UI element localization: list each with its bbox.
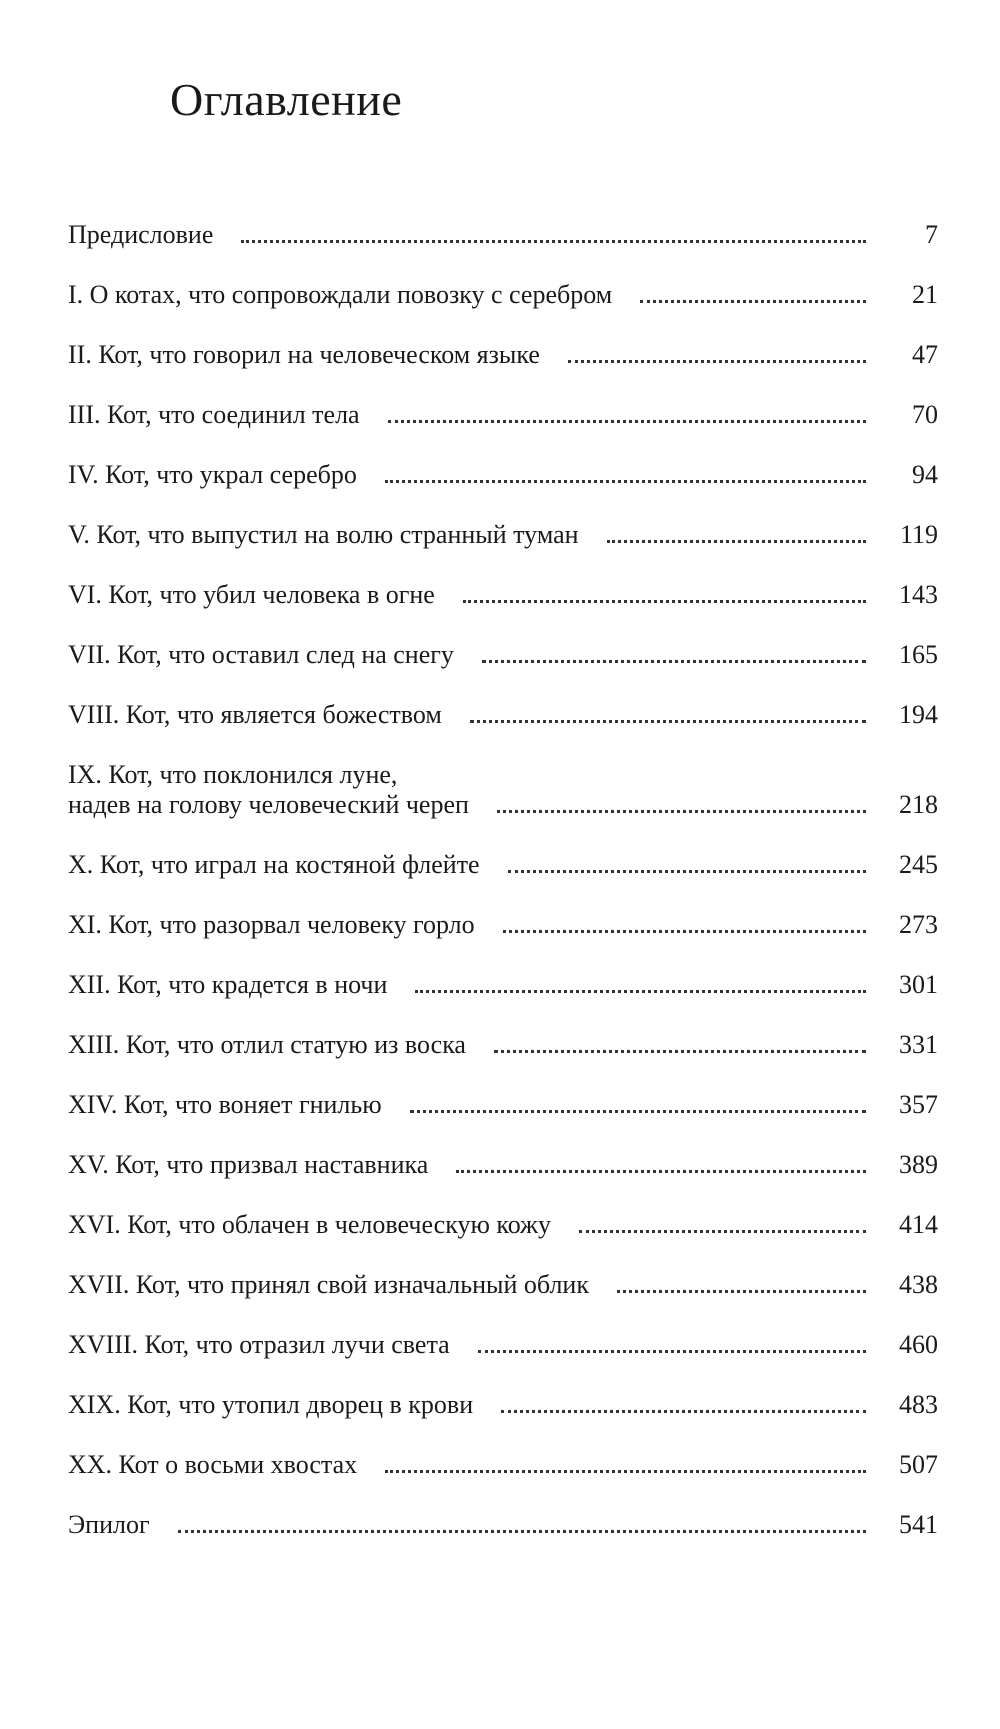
toc-entry-title: [68, 340, 540, 370]
dot-leader: [568, 340, 866, 370]
toc-entry-title: [68, 580, 435, 610]
page-number: 414: [899, 1210, 938, 1239]
toc-entry-title: [68, 1450, 357, 1480]
page-number: 119: [899, 520, 938, 549]
page-number: 541: [899, 1510, 938, 1539]
toc-entry-title: [68, 400, 360, 430]
toc-entry-title: [68, 1090, 382, 1120]
toc-entry-title-line: I. О котах, что сопровождали повозку с серебром: [68, 280, 613, 309]
toc-entry-title-line: X. Кот, что играл на костяной флейте: [68, 850, 480, 879]
page-number: 483: [899, 1390, 938, 1419]
toc-entry[interactable]: [68, 1150, 938, 1180]
toc-entry-title-line: XV. Кот, что призвал наставника: [68, 1150, 429, 1179]
toc-entry[interactable]: [68, 1090, 938, 1120]
toc-entry-title: [68, 280, 612, 310]
toc-entry-title-line: II. Кот, что говорил на человеческом языке: [68, 340, 540, 369]
dot-leader: [415, 970, 866, 1000]
page-number: 47: [912, 340, 938, 369]
dot-leader: [385, 460, 866, 490]
page-number: 460: [899, 1330, 938, 1359]
dot-leader: [482, 640, 866, 670]
dot-leader: [508, 850, 866, 880]
page-number: 507: [899, 1450, 938, 1479]
dot-leader: [607, 520, 866, 550]
toc-entry[interactable]: [68, 1390, 938, 1420]
toc-entry[interactable]: [68, 1330, 938, 1360]
dot-leader: [410, 1090, 866, 1120]
toc-entry-title: [68, 460, 357, 490]
toc-entry-title-line: XVIII. Кот, что отразил лучи света: [68, 1330, 450, 1359]
dot-leader: [494, 1030, 866, 1060]
toc-entry[interactable]: [68, 640, 938, 670]
page-number: 165: [899, 640, 938, 669]
dot-leader: [497, 790, 866, 820]
toc-entry-title-line: IV. Кот, что украл серебро: [68, 460, 357, 489]
toc-entry-title: [68, 850, 480, 880]
toc-entry-title-line: Предисловие: [68, 220, 214, 249]
dot-leader: [470, 700, 866, 730]
page-number: 94: [912, 460, 938, 489]
dot-leader: [385, 1450, 866, 1480]
toc-entry[interactable]: [68, 1270, 938, 1300]
toc-entry-title: [68, 700, 442, 730]
dot-leader: [478, 1330, 866, 1360]
toc-entry-title: [68, 1330, 450, 1360]
toc-entry[interactable]: [68, 340, 938, 370]
toc-entry-title: [68, 1150, 428, 1180]
page-number: 143: [899, 580, 938, 609]
toc-entry[interactable]: [68, 280, 938, 310]
toc-entry-title: [68, 1510, 150, 1540]
toc-entry-title: [68, 760, 469, 820]
toc-entry[interactable]: [68, 580, 938, 610]
page-number: 21: [912, 280, 938, 309]
page-number: 273: [899, 910, 938, 939]
toc-entry[interactable]: [68, 700, 938, 730]
page-number: 389: [899, 1150, 938, 1179]
toc-entry-title-line: XIX. Кот, что утопил дворец в крови: [68, 1390, 474, 1419]
toc-entry-title-line: надев на голову человеческий череп: [68, 790, 469, 819]
page-number: 438: [899, 1270, 938, 1299]
table-of-contents: [68, 220, 938, 1570]
toc-entry-title-line: XI. Кот, что разорвал человеку горло: [68, 910, 475, 939]
toc-entry-title-line: VIII. Кот, что является божеством: [68, 700, 442, 729]
toc-entry-title: [68, 910, 475, 940]
toc-entry-title: [68, 1390, 473, 1420]
dot-leader: [501, 1390, 866, 1420]
toc-entry[interactable]: [68, 460, 938, 490]
toc-entry-title: [68, 640, 454, 670]
toc-entry[interactable]: [68, 910, 938, 940]
toc-entry-title-line: III. Кот, что соединил тела: [68, 400, 360, 429]
page-number: 70: [912, 400, 938, 429]
toc-entry-title: [68, 1030, 466, 1060]
dot-leader: [388, 400, 866, 430]
page-number: 218: [899, 790, 938, 819]
toc-entry-title-line: XVI. Кот, что облачен в человеческую кожу: [68, 1210, 552, 1239]
toc-entry-title-line: IX. Кот, что поклонился луне,: [68, 760, 398, 789]
page-number: 194: [899, 700, 938, 729]
dot-leader: [617, 1270, 866, 1300]
toc-entry[interactable]: [68, 760, 938, 820]
page-number: 357: [899, 1090, 938, 1119]
toc-entry-title: [68, 520, 579, 550]
toc-entry-title: [68, 970, 387, 1000]
dot-leader: [463, 580, 866, 610]
toc-entry[interactable]: [68, 1030, 938, 1060]
dot-leader: [178, 1510, 866, 1540]
toc-entry[interactable]: [68, 970, 938, 1000]
toc-entry-title-line: XIV. Кот, что воняет гнилью: [68, 1090, 382, 1119]
toc-entry-title-line: XIII. Кот, что отлил статую из воска: [68, 1030, 466, 1059]
toc-entry-title-line: XVII. Кот, что принял свой изначальный облик: [68, 1270, 589, 1299]
dot-leader: [241, 220, 866, 250]
toc-entry[interactable]: [68, 1510, 938, 1540]
dot-leader: [579, 1210, 866, 1240]
toc-entry[interactable]: [68, 220, 938, 250]
dot-leader: [503, 910, 866, 940]
toc-entry-title: [68, 1270, 589, 1300]
toc-entry[interactable]: [68, 520, 938, 550]
toc-entry[interactable]: [68, 400, 938, 430]
toc-entry-title-line: XX. Кот о восьми хвостах: [68, 1450, 358, 1479]
dot-leader: [456, 1150, 866, 1180]
page-number: 331: [899, 1030, 938, 1059]
toc-entry[interactable]: [68, 1210, 938, 1240]
toc-entry-title-line: VI. Кот, что убил человека в огне: [68, 580, 435, 609]
page-number: 245: [899, 850, 938, 879]
page-number: 7: [925, 220, 938, 249]
toc-entry-title: [68, 1210, 551, 1240]
toc-entry-title-line: Эпилог: [68, 1510, 150, 1539]
toc-entry-title-line: V. Кот, что выпустил на волю странный туман: [68, 520, 579, 549]
toc-entry-title-line: VII. Кот, что оставил след на снегу: [68, 640, 454, 669]
page-number: 301: [899, 970, 938, 999]
dot-leader: [640, 280, 866, 310]
toc-entry-title: [68, 220, 213, 250]
toc-entry[interactable]: [68, 1450, 938, 1480]
toc-entry-title-line: XII. Кот, что крадется в ночи: [68, 970, 388, 999]
toc-entry[interactable]: [68, 850, 938, 880]
page-title: Оглавление: [170, 74, 403, 125]
